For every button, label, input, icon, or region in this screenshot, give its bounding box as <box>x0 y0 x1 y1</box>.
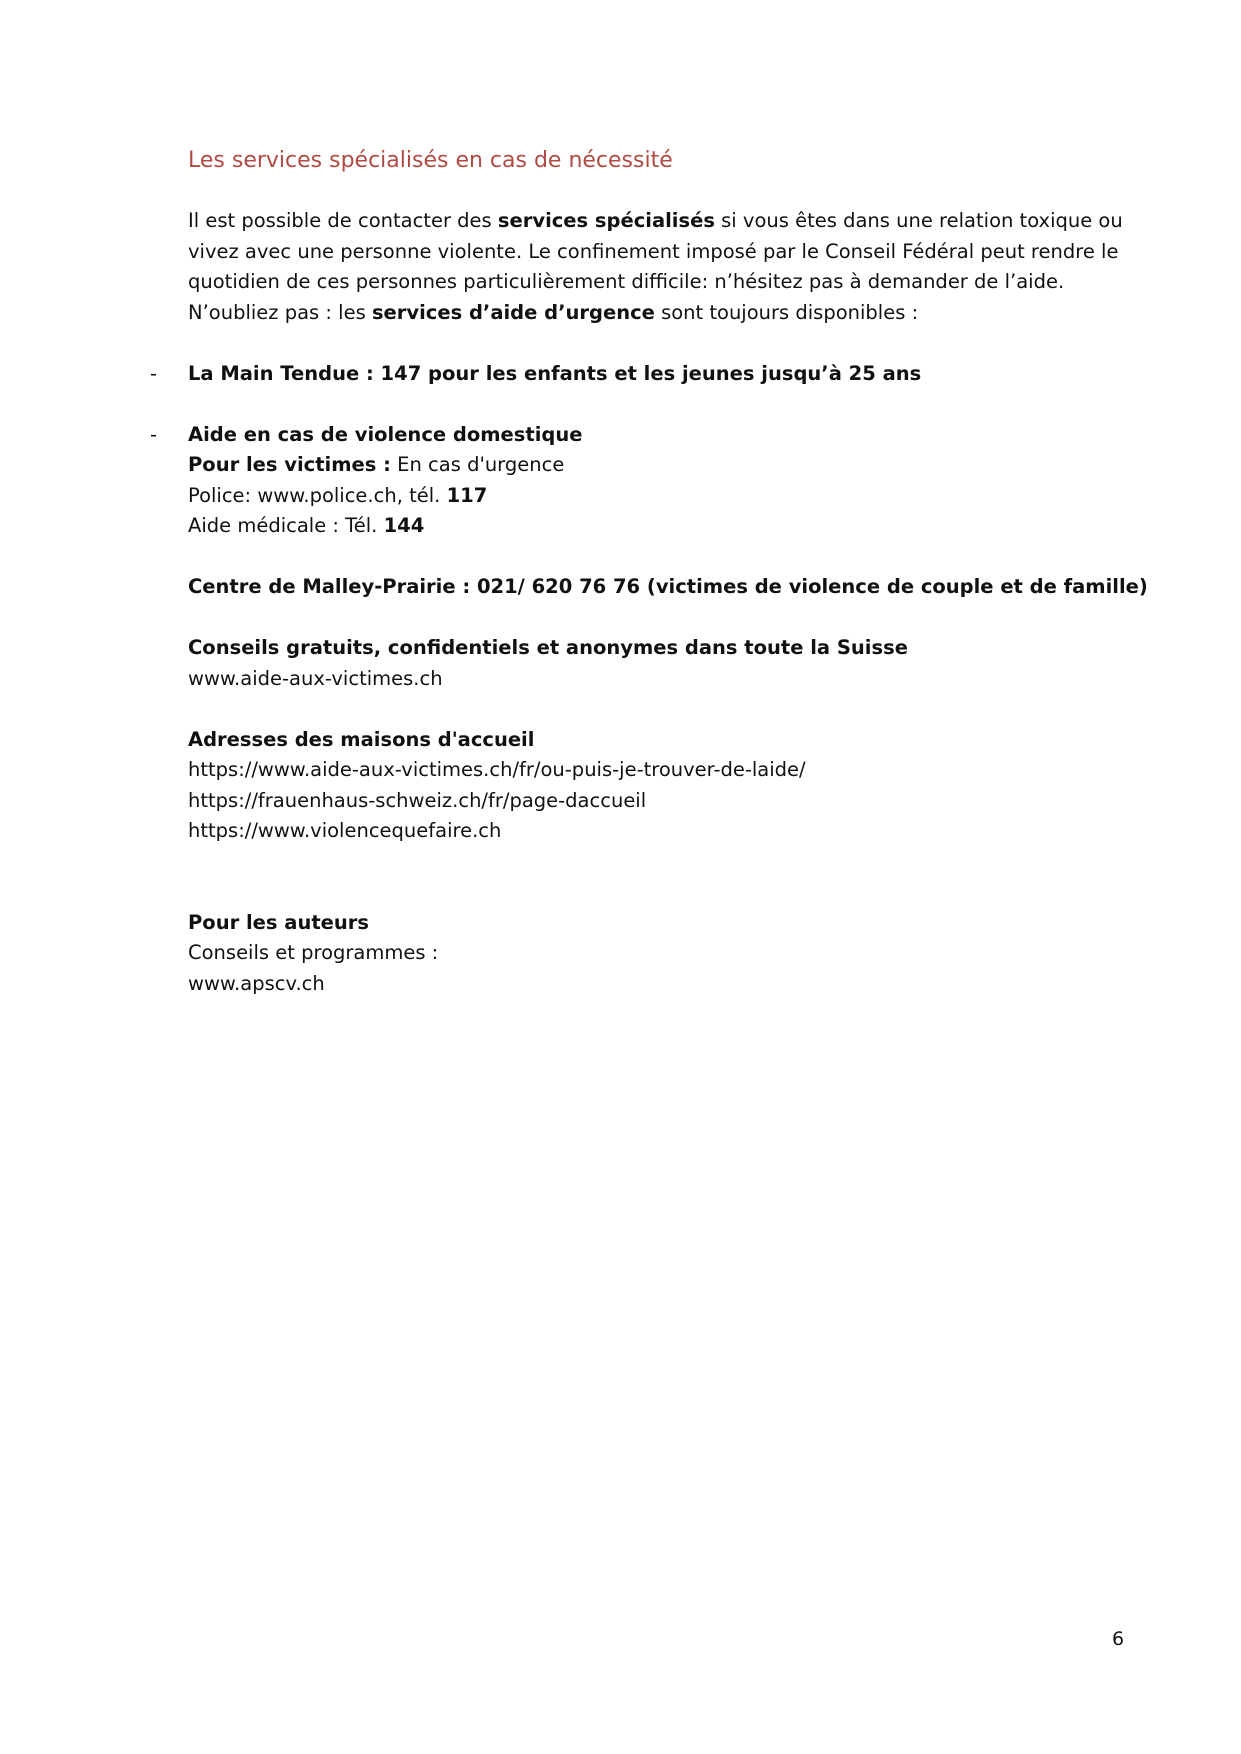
authors-title: Pour les auteurs <box>188 910 369 934</box>
shelter-url-2[interactable]: https://frauenhaus-schweiz.ch/fr/page-daccueil <box>188 788 647 812</box>
police-line <box>188 481 1128 512</box>
domestic-violence-title: Aide en cas de violence domestique <box>188 422 583 446</box>
authors-section <box>188 908 1128 1000</box>
shelters-section <box>188 725 1128 847</box>
intro-bold-services: services spécialisés <box>497 209 715 233</box>
police-number: 117 <box>446 483 488 507</box>
page-content <box>150 148 1148 999</box>
advice-section <box>188 633 1128 694</box>
reminder-text-2: sont toujours disponibles : <box>654 300 919 324</box>
main-tendue-line: La Main Tendue : 147 pour les enfants et les jeunes jusqu’à 25 ans <box>188 361 922 385</box>
intro-text-1: Il est possible de contacter des <box>188 209 498 233</box>
shelter-url-3[interactable]: https://www.violencequefaire.ch <box>188 819 502 843</box>
advice-url[interactable]: www.aide-aux-victimes.ch <box>188 666 443 690</box>
authors-url[interactable]: www.apscv.ch <box>188 971 325 995</box>
victims-line <box>188 450 1128 481</box>
bullet-domestic-violence <box>150 420 1128 542</box>
police-text: Police: www.police.ch, tél. <box>188 483 447 507</box>
authors-line: Conseils et programmes : <box>188 941 439 965</box>
medical-number: 144 <box>383 514 425 538</box>
medical-line <box>188 511 1128 542</box>
intro-paragraph <box>188 206 1128 298</box>
shelter-url-1[interactable]: https://www.aide-aux-victimes.ch/fr/ou-puis-je-trouver-de-laide/ <box>188 758 806 782</box>
victims-text: En cas d'urgence <box>390 453 565 477</box>
bullet-dash: - <box>150 422 158 446</box>
section-heading: Les services spécialisés en cas de nécessité <box>188 148 673 173</box>
page-number: 6 <box>1112 1628 1125 1650</box>
malley-prairie-line: Centre de Malley-Prairie : 021/ 620 76 76 (victimes de violence de couple et de famille) <box>188 575 1148 599</box>
reminder-paragraph <box>188 298 1128 329</box>
bullet-dash: - <box>150 361 158 385</box>
victims-label: Pour les victimes : <box>188 453 391 477</box>
advice-title: Conseils gratuits, confidentiels et anonymes dans toute la Suisse <box>188 636 908 660</box>
reminder-text-1: N’oubliez pas : les <box>188 300 372 324</box>
bullet-main-tendue <box>150 359 1128 390</box>
reminder-bold-emergency: services d’aide d’urgence <box>371 300 655 324</box>
shelters-title: Adresses des maisons d'accueil <box>188 727 535 751</box>
medical-text: Aide médicale : Tél. <box>188 514 384 538</box>
intro-text-2: si vous êtes dans une relation toxique ou vivez avec une personne violente. Le confinement imposé par le Conseil Fédéral peut rendre le quotidien de ces personnes particulièrement difficile: n’hésitez pas à demander de l’aide. <box>188 209 1123 294</box>
